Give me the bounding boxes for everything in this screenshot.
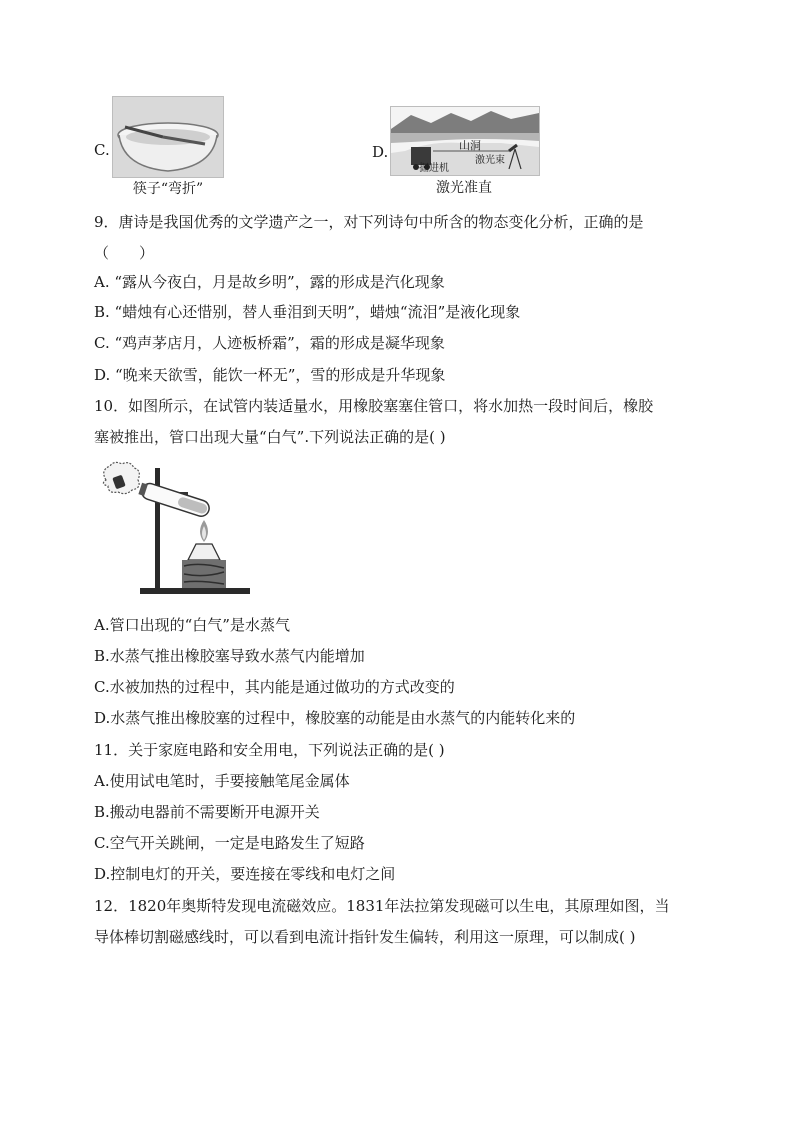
q11-stem: 11．关于家庭电路和安全用电，下列说法正确的是( ) [94,741,445,759]
tunnel-label: 山洞 [459,139,481,152]
q12-stem-line1: 12．1820年奥斯特发现电流磁效应。1831年法拉第发现磁可以生电，其原理如图，当 [94,897,670,915]
q9-option-d: D. “晚来天欲雪，能饮一杯无”，雪的形成是升华现象 [94,366,446,384]
q10-option-b: B.水蒸气推出橡胶塞导致水蒸气内能增加 [94,647,365,665]
q10-stem-line1: 10．如图所示，在试管内装适量水，用橡胶塞塞住管口，将水加热一段时间后，橡胶 [94,397,654,415]
q9-stem: 9．唐诗是我国优秀的文学遗产之一，对下列诗句中所含的物态变化分析，正确的是 [94,213,644,231]
q11-option-b: B.搬动电器前不需要断开电源开关 [94,803,320,821]
q9-bracket: （ ） [94,244,155,262]
q12-stem-line2: 导体棒切割磁感线时，可以看到电流计指针发生偏转，利用这一原理，可以制成( ) [94,928,636,946]
tunnel-laser-figure [390,106,540,176]
option-d-letter: D. [372,143,389,161]
option-c-caption: 筷子“弯折” [132,181,204,197]
q11-option-a: A.使用试电笔时，手要接触笔尾金属体 [94,772,350,790]
q10-stem-line2: 塞被推出，管口出现大量“白气”.下列说法正确的是( ) [94,428,446,446]
q11-option-c: C.空气开关跳闸，一定是电路发生了短路 [94,834,365,852]
option-c-letter: C. [94,141,110,159]
boring-machine-label: 掘进机 [419,163,449,174]
q9-option-c: C. “鸡声茅店月，人迹板桥霜”，霜的形成是凝华现象 [94,334,445,352]
test-tube-steam-apparatus-icon [100,460,250,600]
bowl-with-chopstick-icon [113,97,223,177]
q10-option-c: C.水被加热的过程中，其内能是通过做功的方式改变的 [94,678,455,696]
q10-option-a: A.管口出现的“白气”是水蒸气 [94,616,290,634]
q9-option-a: A. “露从今夜白，月是故乡明”，露的形成是汽化现象 [94,273,445,291]
q10-option-d: D.水蒸气推出橡胶塞的过程中，橡胶塞的动能是由水蒸气的内能转化来的 [94,709,576,727]
option-d-caption: 激光准直 [436,180,492,196]
laser-beam-label: 激光束 [475,155,505,166]
bowl-chopstick-photo [112,96,224,178]
q11-option-d: D.控制电灯的开关，要连接在零线和电灯之间 [94,865,396,883]
q9-option-b: B. “蜡烛有心还惜别，替人垂泪到天明”，蜡烛“流泪”是液化现象 [94,303,521,321]
test-tube-apparatus-figure [100,460,250,600]
